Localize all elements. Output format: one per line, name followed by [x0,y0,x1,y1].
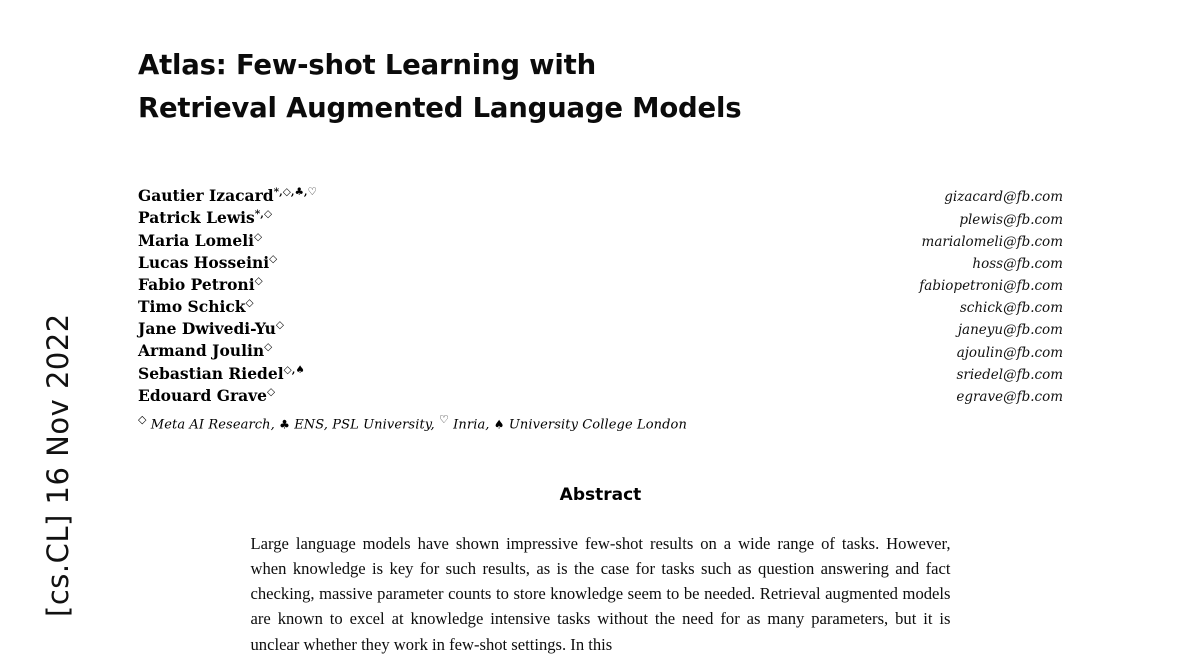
author-row [138,209,1063,227]
affiliation-text-1: Meta AI Research, [150,417,275,433]
author-row [138,387,1063,405]
author-row [138,298,1063,316]
author-name: Maria Lomeli◇ [138,230,263,250]
author-email: sriedel@fb.com [956,366,1063,383]
author-affiliation-marks: ◇ [245,297,254,310]
affiliation-text-4: University College London [508,417,687,433]
author-name: Patrick Lewis*,◇ [138,208,273,228]
affiliation-mark-spade: ♠ [493,417,505,432]
author-affiliation-marks: ◇ [253,230,263,243]
author-name: Sebastian Riedel◇,♠ [138,363,305,383]
author-affiliation-marks: *,◇,♣,♡ [273,186,317,199]
author-affiliation-marks: ◇ [254,274,263,287]
author-affiliation-marks: ◇,♠ [283,363,305,376]
affiliation-mark-club: ♣ [279,417,290,432]
author-name: Gautier Izacard*,◇,♣,♡ [138,186,317,206]
affiliation-text-3: Inria, [453,417,490,433]
author-row [138,232,1063,250]
author-email: gizacard@fb.com [944,189,1063,206]
author-email: marialomeli@fb.com [921,233,1063,250]
affiliation-text-2: ENS, PSL University, [294,417,435,433]
abstract-body: Large language models have shown impressive few-shot results on a wide range of tasks. However, when knowledge is key for such results, as is the case for tasks such as question answering and fact checking, massive parameter counts to store knowledge seem to be needed. Retrieval augmented models are known to excel at knowledge intensive tasks without the need for as many parameters, but it is unclear whether they work in few-shot settings. In this [250,533,951,654]
page-title [138,44,1063,129]
author-name: Lucas Hosseini◇ [138,252,278,272]
arxiv-identifier-stamp: [cs.CL] 16 Nov 2022 [41,313,75,617]
author-email: ajoulin@fb.com [956,344,1063,361]
author-row [138,365,1063,383]
abstract-heading: Abstract [559,484,642,505]
page-title-line-2: Retrieval Augmented Language Models [138,91,742,124]
author-row [138,342,1063,360]
author-row [138,276,1063,294]
author-affiliation-marks: ◇ [269,252,278,265]
author-affiliation-marks: ◇ [264,341,273,354]
author-name: Jane Dwivedi-Yu◇ [138,319,284,339]
author-list [138,187,1063,432]
author-email: fabiopetroni@fb.com [919,278,1063,295]
author-email: egrave@fb.com [956,388,1063,405]
page-title-line-1: Atlas: Few-shot Learning with [138,49,596,81]
author-email: janeyu@fb.com [957,322,1063,339]
author-affiliation-marks: *,◇ [254,208,273,221]
author-affiliation-marks: ◇ [275,319,284,332]
author-email: hoss@fb.com [972,255,1063,272]
affiliation-mark-diamond: ◇ [138,413,147,427]
author-row [138,320,1063,338]
paper-page [138,0,1063,654]
author-name: Edouard Grave◇ [138,385,276,405]
affiliations-footnote [138,413,1063,432]
author-email: schick@fb.com [959,300,1063,317]
author-name: Armand Joulin◇ [138,341,273,361]
affiliation-mark-heart: ♡ [438,413,449,427]
author-email: plewis@fb.com [959,211,1063,228]
author-row [138,187,1063,205]
author-name: Timo Schick◇ [138,297,254,317]
author-affiliation-marks: ◇ [267,385,276,398]
author-row [138,254,1063,272]
author-name: Fabio Petroni◇ [138,274,263,295]
